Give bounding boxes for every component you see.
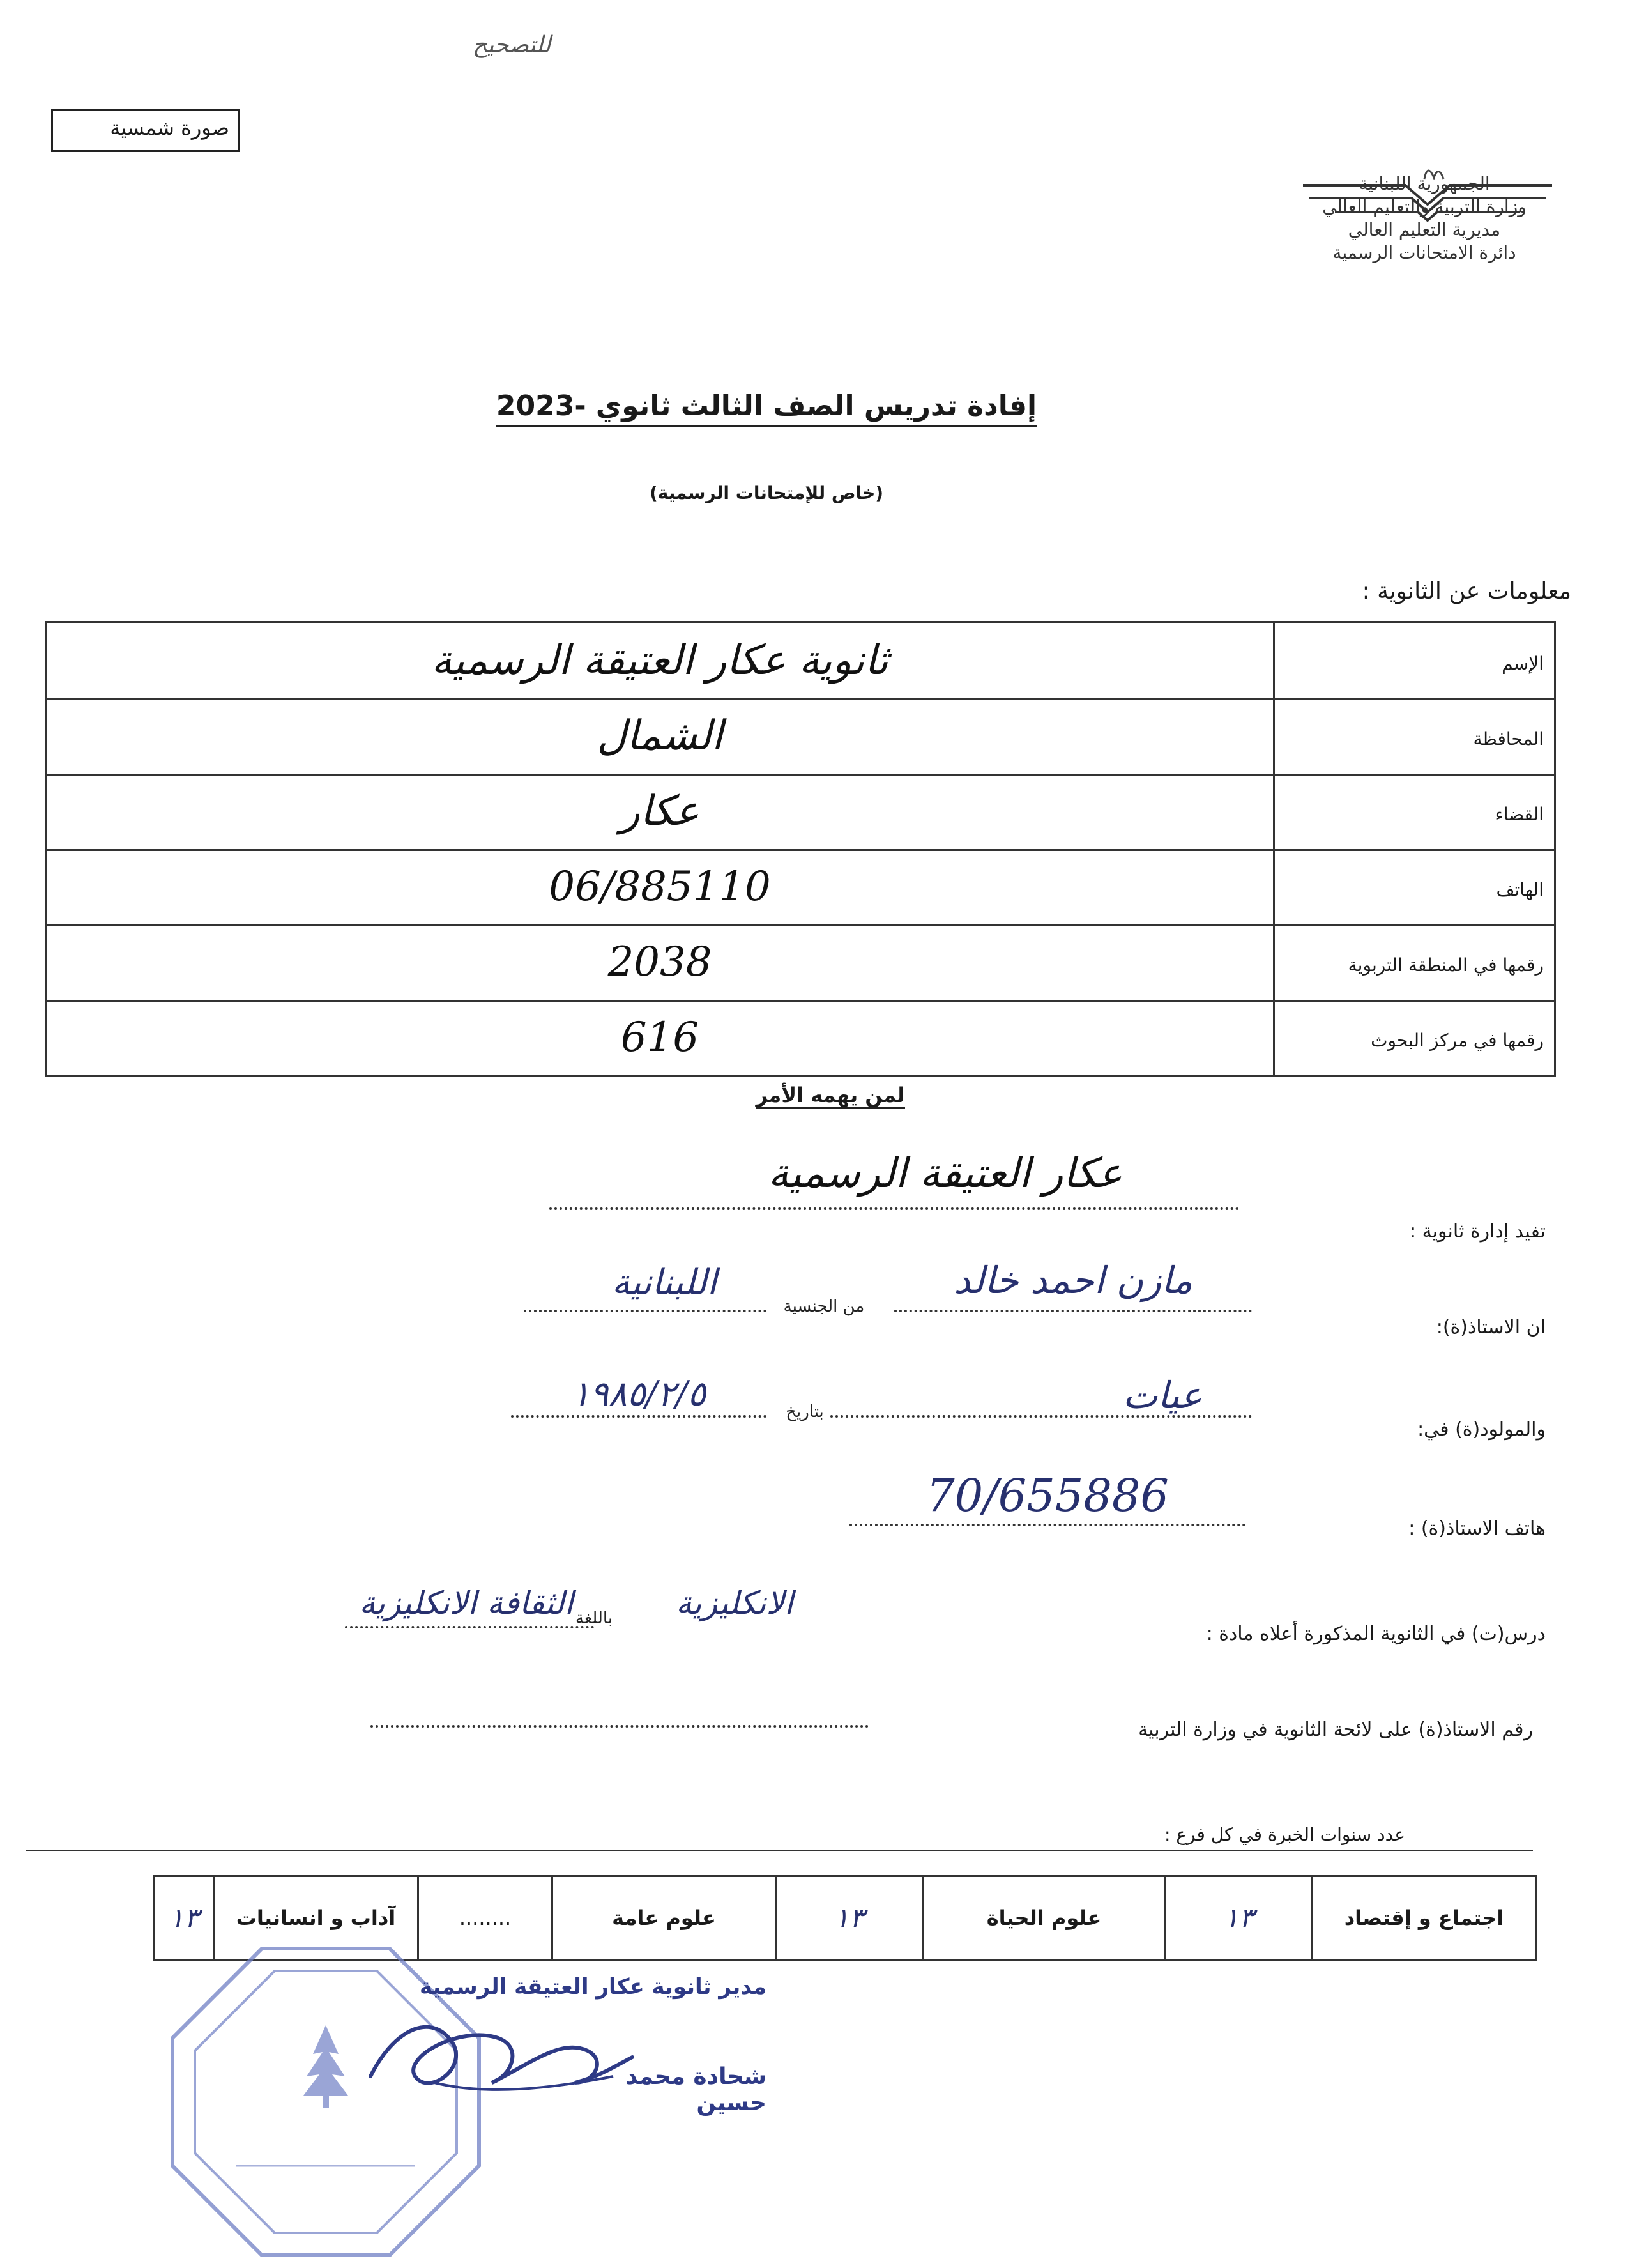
born-date-value: ١٩٨٥/٢/٥: [571, 1374, 706, 1414]
district-value: عكار: [620, 788, 699, 835]
governorate-label: المحافظة: [1273, 698, 1554, 774]
teacher-phone-value: 70/655886: [926, 1469, 1169, 1522]
region-number-label: رقمها في المنطقة التربوية: [1273, 924, 1554, 1000]
admin-label: تفيد إدارة ثانوية :: [1409, 1220, 1546, 1243]
teacher-phone-line: [849, 1524, 1245, 1526]
table-row: [47, 623, 1554, 700]
nationality-value: اللبنانية: [611, 1262, 717, 1303]
born-date-line: [511, 1415, 766, 1418]
table-row: [47, 698, 1554, 776]
school-info-table: [45, 621, 1556, 1077]
school-info-heading: معلومات عن الثانوية :: [1362, 578, 1571, 604]
branch-life-years: ١٣: [775, 1877, 922, 1959]
document-subtitle: (خاص للإمتحانات الرسمية): [649, 482, 884, 503]
signature-icon: [358, 1987, 639, 2115]
teaches-label: درس(ت) في الثانوية المذكورة أعلاه مادة :: [1206, 1623, 1546, 1645]
governorate-value: الشمال: [597, 712, 723, 760]
ministry-line: الجمهورية اللبنانية: [1359, 173, 1490, 194]
branch-general-years: ........: [417, 1877, 551, 1959]
born-place-value: عيات: [1122, 1374, 1203, 1417]
photo-label: صورة شمسية: [110, 116, 229, 140]
admin-line: [549, 1207, 1239, 1210]
divider: [26, 1850, 1533, 1851]
director-name: شحادة محمد حسين: [625, 2064, 766, 2116]
branch-general-label: علوم عامة: [551, 1877, 775, 1959]
table-row: [47, 924, 1554, 1002]
nationality-label: من الجنسية: [783, 1297, 865, 1316]
ministry-header: [1290, 172, 1558, 264]
director-line: مدير ثانوية عكار العتيقة الرسمية: [419, 1974, 766, 2000]
district-label: القضاء: [1273, 774, 1554, 849]
branch-social-label: اجتماع و إقتصاد: [1311, 1877, 1535, 1959]
ministry-line: مديرية التعليم العالي: [1348, 219, 1501, 240]
table-row: [47, 849, 1554, 926]
teacher-phone-label: هاتف الاستاذ(ة) :: [1408, 1517, 1546, 1540]
research-number-label: رقمها في مركز البحوث: [1273, 1000, 1554, 1075]
subject-value: الثقافة الانكليزية: [359, 1584, 574, 1621]
phone-label: الهاتف: [1273, 849, 1554, 924]
branch-life-label: علوم الحياة: [922, 1877, 1164, 1959]
table-row: [47, 774, 1554, 851]
school-name-label: الإسم: [1273, 623, 1554, 698]
photo-box: [51, 109, 240, 152]
teacher-line: [894, 1310, 1252, 1312]
ministry-line: وزارة التربية والتعليم العالي: [1322, 196, 1527, 217]
branch-humanities-label: آداب و انسانيات: [213, 1877, 417, 1959]
document-title-text: إفادة تدريس الصف الثالث ثانوي -2023: [496, 390, 1037, 427]
phone-value: 06/885110: [549, 863, 771, 910]
experience-heading: عدد سنوات الخبرة في كل فرع :: [1164, 1824, 1405, 1845]
to-whom-heading: [639, 1083, 1022, 1107]
region-number-value: 2038: [607, 939, 712, 986]
born-label: والمولود(ة) في:: [1417, 1418, 1546, 1441]
language-label: باللغة: [575, 1609, 613, 1628]
table-row: [47, 1000, 1554, 1075]
teacher-label: ان الاستاذ(ة):: [1436, 1316, 1546, 1338]
ministry-line: دائرة الامتحانات الرسمية: [1332, 242, 1516, 263]
school-name-value: ثانوية عكار العتيقة الرسمية: [431, 637, 888, 684]
admin-value: عكار العتيقة الرسمية: [768, 1150, 1123, 1197]
registry-label: رقم الاستاذ(ة) على لائحة الثانوية في وزارة التربية: [1138, 1719, 1533, 1741]
teacher-value: مازن احمد خالد: [954, 1259, 1192, 1302]
nationality-line: [524, 1310, 766, 1312]
top-note: للتصحيح: [473, 32, 551, 58]
branch-humanities-years: ١٣: [169, 1901, 199, 1935]
registry-line: [370, 1725, 869, 1728]
research-number-value: 616: [620, 1014, 699, 1061]
language-value: الانكليزية: [676, 1584, 793, 1621]
branch-social-years: ١٣: [1164, 1877, 1311, 1959]
to-whom-text: لمن يهمه الأمر: [756, 1083, 904, 1109]
document-title: [383, 390, 1150, 422]
date-label: بتاريخ: [786, 1402, 824, 1421]
